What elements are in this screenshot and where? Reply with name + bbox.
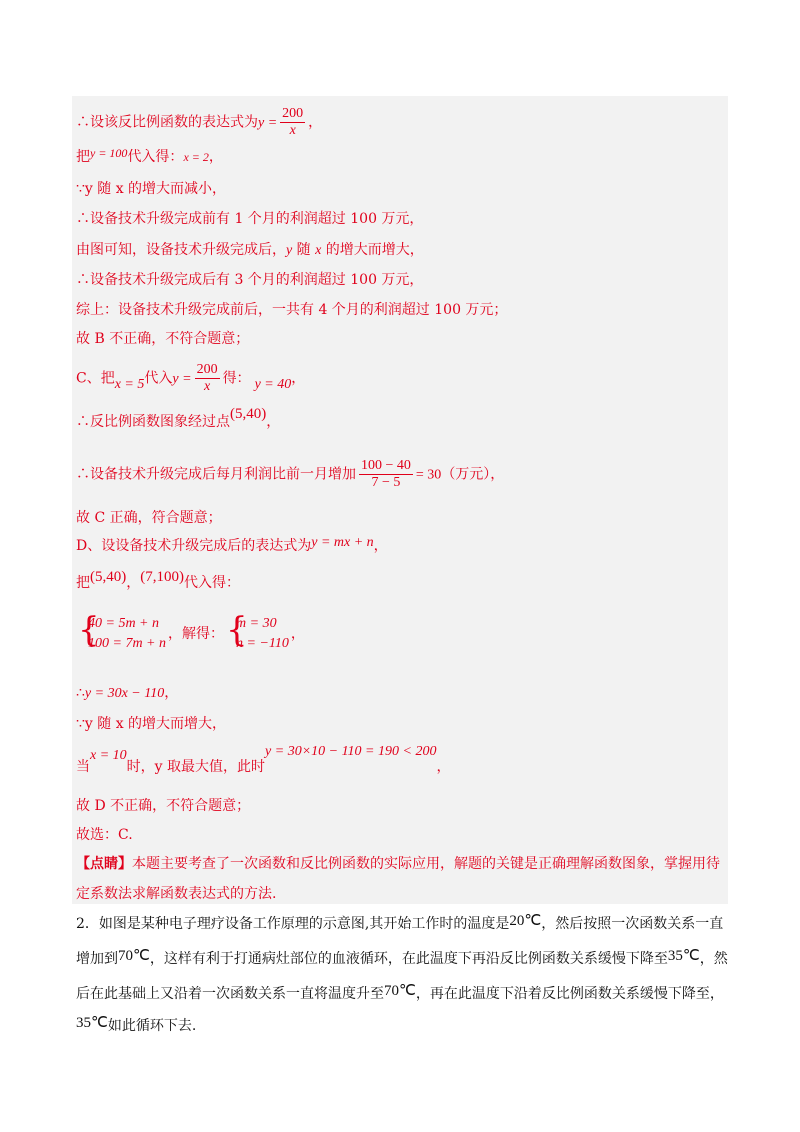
line-text: （万元）， bbox=[441, 466, 505, 483]
math-expr: y = 40 bbox=[254, 376, 292, 392]
line-text: 如此循环下去. bbox=[107, 1018, 197, 1034]
solution-line-13 bbox=[76, 537, 388, 556]
solution-line-14 bbox=[76, 569, 240, 592]
line-text: 时，y 取最大值，此时 bbox=[126, 759, 266, 775]
punct: ， bbox=[436, 759, 451, 775]
line-text: 本题主要考查了一次函数和反比例函数的实际应用，解题的关键是正确理解函数图象，掌握用待 bbox=[132, 856, 720, 872]
line-text: 代入得： bbox=[184, 575, 240, 591]
temperature-value: 70℃ bbox=[118, 948, 150, 964]
line-text: ，再在此温度下沿着反比例函数关系缓慢下降至， bbox=[415, 986, 724, 1002]
line-text: 把 bbox=[76, 149, 90, 165]
line-text: 代入得： bbox=[127, 149, 184, 165]
temperature-value: 70℃ bbox=[384, 983, 416, 999]
solution-line-19: 故 D 不正确，不符合题意； bbox=[76, 798, 251, 814]
solution-line-15 bbox=[76, 610, 305, 654]
math-expr: y = bbox=[172, 371, 192, 387]
solution-line-9 bbox=[76, 362, 305, 395]
line-text: 增加到 bbox=[76, 951, 118, 967]
line-text: ，然 bbox=[699, 951, 728, 967]
math-expr: y = bbox=[258, 115, 278, 131]
fraction-denominator: 7 − 5 bbox=[371, 475, 401, 490]
math-point: (7,100) bbox=[140, 569, 184, 585]
punct: ， bbox=[291, 370, 306, 387]
solution-line-18 bbox=[76, 744, 451, 780]
solution-line-5 bbox=[76, 241, 424, 260]
line-text: 得： bbox=[222, 370, 251, 387]
solution-line-10 bbox=[76, 406, 281, 431]
line-text: 代入 bbox=[144, 370, 173, 387]
equation-row: 100 = 7m + n bbox=[88, 636, 167, 651]
line-text: 当 bbox=[76, 759, 90, 775]
math-expr: y = 100 bbox=[90, 146, 128, 160]
equation-row: m = 30 bbox=[236, 616, 277, 631]
brace-icon: { bbox=[226, 610, 248, 650]
solution-system bbox=[226, 610, 289, 654]
line-text: ∴反比例函数图象经过点 bbox=[76, 414, 230, 430]
math-var: y bbox=[286, 243, 293, 258]
question-line-1 bbox=[76, 915, 723, 933]
line-text: ，解得： bbox=[168, 626, 225, 642]
equation-system bbox=[78, 610, 167, 654]
solution-line-1 bbox=[76, 106, 322, 139]
line-text: ∴设该反比例函数的表达式为 bbox=[76, 114, 258, 131]
equation-row: n = −110 bbox=[236, 636, 289, 651]
solution-line-7: 综上：设备技术升级完成前后，一共有 4 个月的利润超过 100 万元； bbox=[76, 302, 508, 318]
solution-line-17: ∵y 随 x 的增大而增大， bbox=[76, 716, 227, 732]
solution-line-16 bbox=[76, 684, 178, 703]
line-text: 随 bbox=[292, 242, 316, 258]
solution-line-12: 故 C 正确，符合题意； bbox=[76, 510, 222, 526]
punct: ， bbox=[266, 414, 281, 430]
solution-line-3: ∵y 随 x 的增大而减小， bbox=[76, 181, 227, 197]
line-text: 2．如图是某种电子理疗设备工作原理的示意图,其开始工作时的温度是 bbox=[76, 916, 510, 932]
line-text: ∴设备技术升级完成后每月利润比前一月增加 bbox=[76, 466, 356, 483]
fraction-denominator: x bbox=[289, 123, 296, 138]
math-expr: x = 10 bbox=[90, 748, 127, 763]
math-expr: y = 30×10 − 110 = 190 < 200 bbox=[265, 744, 437, 759]
solution-line-21 bbox=[76, 855, 720, 873]
line-text: 由图可知，设备技术升级完成后， bbox=[76, 242, 286, 258]
line-text: ，然后按照一次函数关系一直 bbox=[541, 916, 724, 932]
temperature-value: 35℃ bbox=[76, 1015, 108, 1031]
solution-line-8: 故 B 不正确，不符合题意； bbox=[76, 331, 250, 347]
solution-line-20: 故选：C. bbox=[76, 827, 133, 843]
comment-tag: 【点睛】 bbox=[76, 856, 132, 872]
line-text: ∴ bbox=[76, 685, 85, 701]
question-line-2 bbox=[76, 950, 728, 968]
question-line-4 bbox=[76, 1017, 196, 1035]
punct: ， bbox=[308, 114, 323, 131]
punct: ， bbox=[290, 626, 305, 642]
line-text: D、设设备技术升级完成后的表达式为 bbox=[76, 538, 312, 554]
solution-line-22: 定系数法求解函数表达式的方法. bbox=[76, 886, 277, 902]
solution-line-6: ∴设备技术升级完成后有 3 个月的利润超过 100 万元， bbox=[76, 272, 424, 288]
fraction bbox=[359, 458, 413, 491]
fraction-numerator: 200 bbox=[282, 106, 304, 121]
math-expr: x = 2 bbox=[183, 150, 209, 164]
fraction bbox=[280, 106, 305, 139]
temperature-value: 35℃ bbox=[667, 948, 700, 964]
math-point: (5,40) bbox=[230, 406, 267, 422]
fraction-numerator: 100 − 40 bbox=[361, 458, 411, 473]
math-expr: x = 5 bbox=[114, 376, 145, 392]
math-var: x bbox=[315, 243, 322, 258]
solution-line-2 bbox=[76, 148, 223, 166]
punct: ， bbox=[126, 575, 141, 591]
solution-line-4: ∴设备技术升级完成前有 1 个月的利润超过 100 万元， bbox=[76, 211, 424, 227]
question-line-3 bbox=[76, 985, 724, 1003]
fraction bbox=[195, 362, 220, 395]
line-text: 把 bbox=[76, 575, 90, 591]
punct: ， bbox=[208, 149, 223, 165]
math-expr: = 30 bbox=[415, 467, 442, 483]
math-expr: y = mx + n bbox=[311, 535, 374, 550]
punct: ， bbox=[164, 685, 179, 701]
punct: ， bbox=[373, 538, 388, 554]
fraction-numerator: 200 bbox=[196, 362, 218, 377]
temperature-value: 20℃ bbox=[509, 913, 542, 929]
equation-row: 40 = 5m + n bbox=[88, 616, 160, 631]
brace-icon: { bbox=[78, 610, 100, 650]
line-text: ，这样有利于打通病灶部位的血液循环，在此温度下再沿反比例函数关系缓慢下降至 bbox=[149, 951, 668, 967]
fraction-denominator: x bbox=[203, 379, 211, 394]
math-expr: y = 30x − 110 bbox=[84, 686, 165, 701]
line-text: 的增大而增大， bbox=[321, 242, 424, 258]
line-text: 后在此基础上又沿着一次函数关系一直将温度升至 bbox=[76, 986, 384, 1002]
math-point: (5,40) bbox=[90, 569, 127, 585]
line-text: C、把 bbox=[76, 370, 115, 387]
solution-line-11 bbox=[76, 458, 504, 491]
